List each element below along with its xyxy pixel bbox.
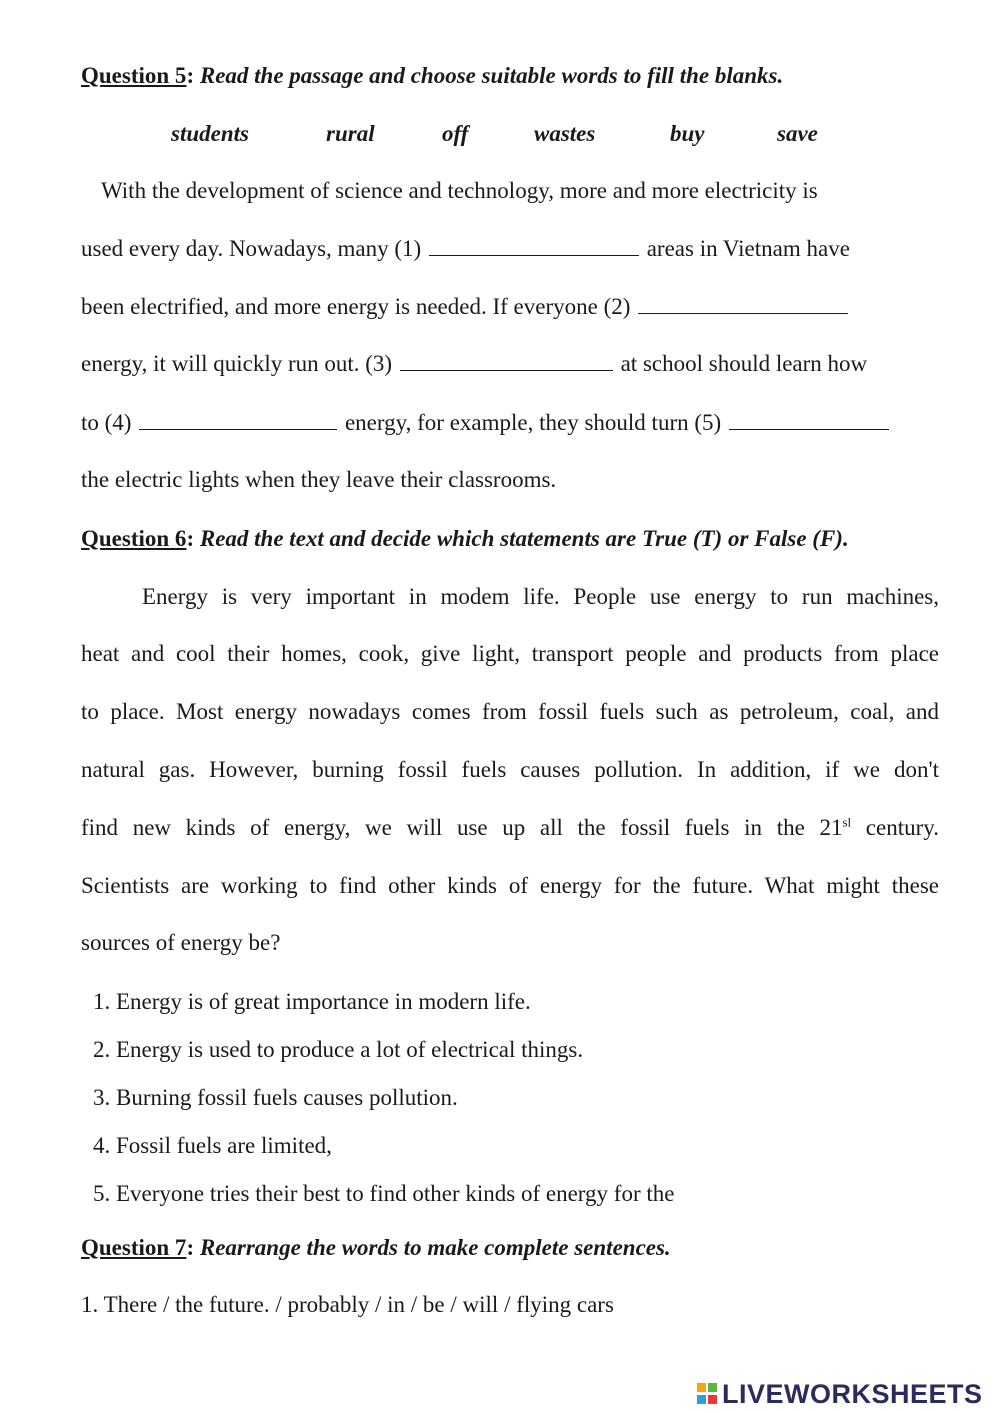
word-bank-item: rural — [326, 121, 375, 146]
question-instruction: Read the passage and choose suitable words to fill the blanks. — [199, 63, 784, 88]
statement-item: 2. Energy is used to produce a lot of electrical things. — [93, 1037, 584, 1062]
text-line: natural gas. However, burning fossil fuels causes pollution. In addition, if we don't — [81, 757, 939, 782]
text-line: Scientists are working to find other kinds of energy for the future. What might these — [81, 873, 939, 898]
liveworksheets-logo — [697, 1378, 997, 1410]
text-line: Energy is very important in modem life. People use energy to run machines, — [142, 584, 939, 609]
question-label: Question 7 — [81, 1235, 187, 1260]
text-line: heat and cool their homes, cook, give light, transport people and products from place — [81, 641, 939, 666]
text-line: find new kinds of energy, we will use up all the fossil fuels in the $21^{sl}$ century. — [81, 814, 940, 840]
blank-2[interactable] — [638, 293, 848, 314]
logo-mark-icon — [697, 1381, 719, 1407]
word-bank-item: save — [777, 121, 818, 146]
question-instruction: Read the text and decide which statements are True (T) or False (F). — [199, 526, 849, 551]
statement-item: 5. Everyone tries their best to find other kinds of energy for the — [93, 1181, 675, 1206]
rearrange-item: 1. There / the future. / probably / in / be / will / flying cars — [81, 1292, 614, 1317]
question-5-heading: Question 5: Read the passage and choose suitable words to fill the blanks. — [81, 63, 784, 88]
text-line: sources of energy be? — [81, 930, 281, 955]
passage-line: to (4) energy, for example, they should turn (5) — [81, 409, 891, 437]
statement-item: 3. Burning fossil fuels causes pollution. — [93, 1085, 458, 1110]
passage-line: With the development of science and technology, more and more electricity is — [101, 178, 818, 203]
word-bank-item: off — [442, 121, 469, 146]
passage-line: used every day. Nowadays, many (1) areas in Vietnam have — [81, 236, 850, 261]
text-line: to place. Most energy nowadays comes from fossil fuels such as petroleum, coal, and — [81, 699, 939, 724]
question-7-heading: Question 7: Rearrange the words to make complete sentences. — [81, 1235, 671, 1260]
blank-5[interactable] — [729, 409, 889, 430]
blank-3[interactable] — [400, 350, 613, 371]
passage-line: been electrified, and more energy is needed. If everyone (2) — [81, 293, 850, 321]
word-bank-item: students — [171, 121, 249, 146]
blank-4[interactable] — [139, 409, 337, 430]
blank-1[interactable] — [429, 235, 639, 256]
statement-item: 1. Energy is of great importance in modern life. — [93, 989, 531, 1014]
question-label: Question 6 — [81, 526, 187, 551]
passage-line: the electric lights when they leave their classrooms. — [81, 467, 557, 492]
statement-item: 4. Fossil fuels are limited, — [93, 1133, 332, 1158]
word-bank-item: wastes — [534, 121, 596, 146]
word-bank-item: buy — [670, 121, 705, 146]
question-instruction: Rearrange the words to make complete sentences. — [199, 1235, 671, 1260]
question-label: Question 5 — [81, 63, 187, 88]
logo-text: LIVEWORKSHEETS — [722, 1379, 983, 1409]
question-6-heading: Question 6: Read the text and decide which statements are True (T) or False (F). — [81, 526, 849, 551]
passage-line: energy, it will quickly run out. (3) at school should learn how — [81, 351, 868, 376]
